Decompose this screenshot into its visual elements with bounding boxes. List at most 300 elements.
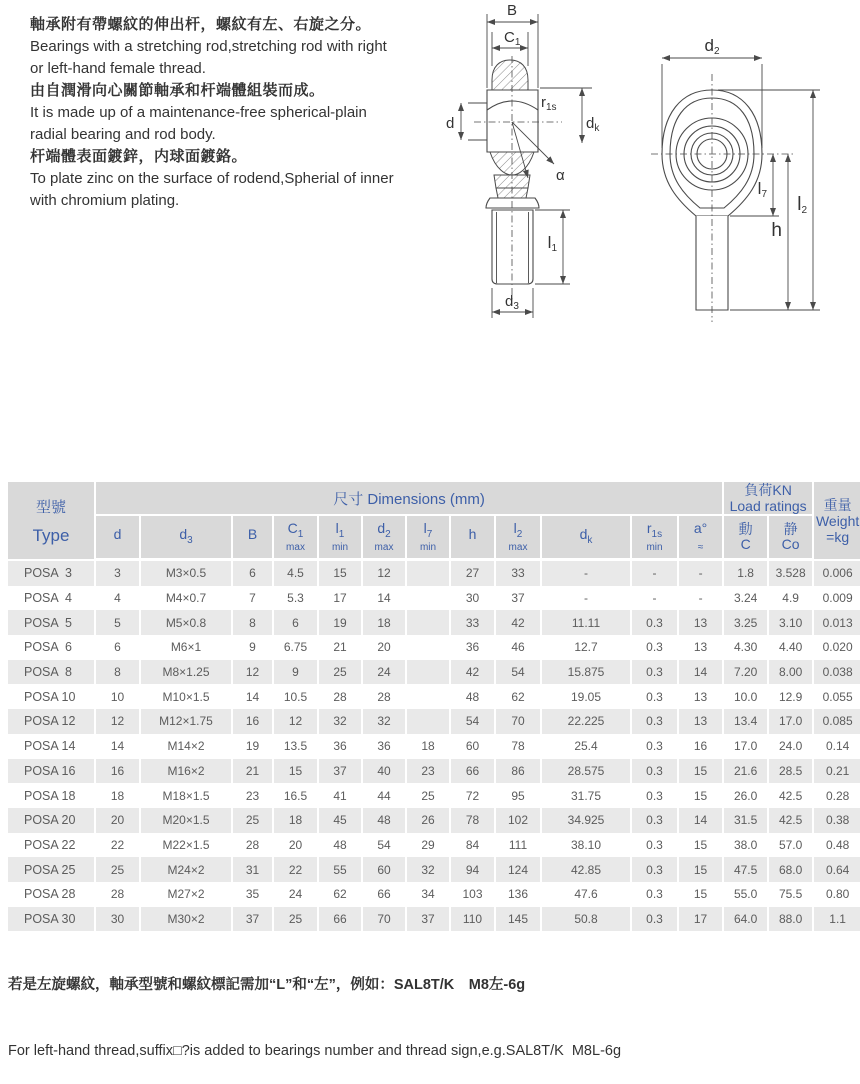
model-cell: POSA 22	[8, 833, 96, 858]
value-cell: 6	[96, 635, 141, 660]
value-cell: 0.14	[825, 739, 850, 754]
value-cell: 23	[407, 759, 451, 784]
value-cell: 17.0	[769, 709, 814, 734]
value-cell: M12×1.75	[141, 709, 233, 734]
value-cell: -	[632, 561, 679, 586]
intro-line: To plate zinc on the surface of rodend,Spherial of inner	[30, 170, 394, 187]
value-cell: 28.5	[769, 759, 814, 784]
value-cell: -	[542, 561, 632, 586]
value-cell: 3.24	[724, 586, 769, 611]
value-cell: 64.0	[724, 907, 769, 932]
value-cell: 6.75	[274, 635, 319, 660]
value-cell: 62	[496, 684, 542, 709]
value-cell: 88.0	[769, 907, 814, 932]
model-cell: POSA 5	[8, 610, 96, 635]
intro-text	[30, 14, 446, 212]
value-cell: 0.3	[632, 709, 679, 734]
model-cell: POSA 25	[8, 857, 96, 882]
value-cell: 0.3	[632, 759, 679, 784]
value-cell: 26.0	[724, 783, 769, 808]
value-cell: 35	[233, 882, 274, 907]
value-cell: 10.0	[724, 684, 769, 709]
intro-line: 由自潤滑向心關節軸承和杆端體組裝而成。	[30, 82, 325, 99]
value-cell: 110	[451, 907, 496, 932]
value-cell: 95	[496, 783, 542, 808]
model-cell: POSA 14	[8, 734, 96, 759]
col-header-dk: $d_k$	[542, 516, 632, 561]
model-cell: POSA 30	[8, 907, 96, 932]
value-cell: 12	[274, 709, 319, 734]
value-cell: 8	[233, 610, 274, 635]
col-header-d3: $d_3$	[141, 516, 233, 561]
value-cell: 41	[319, 783, 363, 808]
intro-line: with chromium plating.	[30, 192, 180, 209]
col-header-h: h	[451, 516, 496, 561]
col-group-load-ratings: 負荷KN Load ratings	[724, 482, 814, 516]
value-cell: 12	[363, 561, 407, 586]
value-cell: 4	[96, 586, 141, 611]
intro-line: radial bearing and rod body.	[30, 126, 216, 143]
value-cell: 34	[407, 882, 451, 907]
value-cell: 20	[274, 833, 319, 858]
value-cell: 31	[233, 857, 274, 882]
intro-line: It is made up of a maintenance-free spherical-plain	[30, 104, 367, 121]
value-cell: 0.013	[822, 615, 853, 630]
value-cell: 94	[451, 857, 496, 882]
model-cell: POSA 12	[8, 709, 96, 734]
value-cell: 50.8	[542, 907, 632, 932]
value-cell: 0.64	[825, 862, 850, 877]
value-cell: 15	[679, 759, 724, 784]
value-cell: 0.3	[632, 882, 679, 907]
value-cell: 54	[496, 660, 542, 685]
value-cell: M18×1.5	[141, 783, 233, 808]
value-cell: 3.25	[724, 610, 769, 635]
value-cell: 25	[96, 857, 141, 882]
value-cell: 6	[274, 610, 319, 635]
value-cell: 15	[679, 783, 724, 808]
value-cell: 15	[679, 882, 724, 907]
footnote-cn: 若是左旋螺紋，軸承型號和螺紋標記需加“L”和“左”，例如：SAL8T/K M8左-6g	[8, 977, 526, 993]
value-cell: 12.7	[542, 635, 632, 660]
value-cell: 14	[233, 684, 274, 709]
value-cell: 32	[319, 709, 363, 734]
value-cell: 5	[96, 610, 141, 635]
value-cell: 28	[233, 833, 274, 858]
value-cell: 17	[319, 586, 363, 611]
value-cell: 15.875	[542, 660, 632, 685]
value-cell: M27×2	[141, 882, 233, 907]
value-cell: 48	[451, 684, 496, 709]
value-cell: 22.225	[542, 709, 632, 734]
value-cell: 124	[496, 857, 542, 882]
value-cell: 30	[451, 586, 496, 611]
col-header-d2: $d_2$ max	[363, 516, 407, 561]
table-row	[8, 635, 860, 660]
value-cell: 18	[274, 808, 319, 833]
value-cell: 36	[319, 734, 363, 759]
value-cell: 13	[679, 684, 724, 709]
value-cell: 0.009	[822, 591, 853, 606]
value-cell: 17	[679, 907, 724, 932]
value-cell: 16	[96, 759, 141, 784]
value-cell: 0.038	[822, 665, 853, 680]
value-cell: 40	[363, 759, 407, 784]
table-row	[8, 561, 860, 586]
table-body	[8, 561, 860, 931]
col-header-d: d	[96, 516, 141, 561]
value-cell: 9	[274, 660, 319, 685]
value-cell: 31.75	[542, 783, 632, 808]
dim-label-dk: $d_k$	[586, 115, 600, 134]
value-cell: 5.3	[274, 586, 319, 611]
value-cell: 32	[363, 709, 407, 734]
value-cell: M14×2	[141, 734, 233, 759]
value-cell: 4.5	[274, 561, 319, 586]
value-cell: 7.20	[724, 660, 769, 685]
value-cell: 54	[451, 709, 496, 734]
value-cell: 6	[233, 561, 274, 586]
table-row	[8, 857, 860, 882]
value-cell: 30	[96, 907, 141, 932]
dim-label-B: B	[506, 2, 518, 19]
value-cell: 16	[233, 709, 274, 734]
value-cell: 4.9	[769, 586, 814, 611]
value-cell: 103	[451, 882, 496, 907]
value-cell: 28	[363, 684, 407, 709]
value-cell: 25	[407, 783, 451, 808]
value-cell: M24×2	[141, 857, 233, 882]
value-cell: 10	[96, 684, 141, 709]
value-cell: 4.40	[769, 635, 814, 660]
col-group-dimensions: 尺寸 Dimensions (mm)	[96, 482, 724, 516]
value-cell: 34.925	[542, 808, 632, 833]
table-row	[8, 709, 860, 734]
value-cell: M10×1.5	[141, 684, 233, 709]
col-header-C1: $C_1$ max	[274, 516, 319, 561]
value-cell	[407, 635, 451, 660]
value-cell: 15	[274, 759, 319, 784]
table-row	[8, 907, 860, 932]
value-cell: 31.5	[724, 808, 769, 833]
value-cell: 0.020	[822, 640, 853, 655]
value-cell: 12.9	[769, 684, 814, 709]
value-cell: 9	[233, 635, 274, 660]
value-cell: 19	[319, 610, 363, 635]
dim-label-d: d	[446, 115, 455, 132]
value-cell: 0.006	[822, 566, 853, 581]
value-cell: 66	[451, 759, 496, 784]
value-cell	[407, 660, 451, 685]
value-cell: 22	[274, 857, 319, 882]
value-cell: 0.3	[632, 734, 679, 759]
value-cell: M6×1	[141, 635, 233, 660]
intro-line: 軸承附有帶螺紋的伸出杆，螺紋有左、右旋之分。	[30, 16, 372, 33]
value-cell: M16×2	[141, 759, 233, 784]
value-cell: 0.3	[632, 808, 679, 833]
value-cell: 19	[233, 734, 274, 759]
table-row	[8, 808, 860, 833]
model-cell: POSA 20	[8, 808, 96, 833]
value-cell: 18	[407, 734, 451, 759]
model-cell: POSA 28	[8, 882, 96, 907]
value-cell	[407, 586, 451, 611]
value-cell: 13	[679, 635, 724, 660]
value-cell: 38.10	[542, 833, 632, 858]
value-cell: 3.528	[769, 561, 814, 586]
value-cell: 57.0	[769, 833, 814, 858]
value-cell: 70	[496, 709, 542, 734]
value-cell	[407, 561, 451, 586]
value-cell: M4×0.7	[141, 586, 233, 611]
value-cell: 37	[319, 759, 363, 784]
value-cell: 0.3	[632, 660, 679, 685]
value-cell: 0.3	[632, 635, 679, 660]
value-cell: 4.30	[724, 635, 769, 660]
value-cell: 11.11	[542, 610, 632, 635]
dim-label-l2: l2	[797, 194, 807, 216]
model-cell: POSA 6	[8, 635, 96, 660]
value-cell: 47.6	[542, 882, 632, 907]
value-cell: 0.28	[825, 788, 850, 803]
value-cell: -	[679, 586, 724, 611]
dim-label-d2: d2	[704, 36, 720, 57]
value-cell: 38.0	[724, 833, 769, 858]
value-cell: 37	[233, 907, 274, 932]
value-cell: 25	[233, 808, 274, 833]
value-cell: 42	[451, 660, 496, 685]
model-cell: POSA 8	[8, 660, 96, 685]
value-cell: 20	[96, 808, 141, 833]
value-cell: 84	[451, 833, 496, 858]
value-cell: 7	[233, 586, 274, 611]
dim-label-d3: $d_3$	[505, 293, 519, 312]
value-cell: 54	[363, 833, 407, 858]
value-cell: 75.5	[769, 882, 814, 907]
value-cell: 55	[319, 857, 363, 882]
value-cell: M5×0.8	[141, 610, 233, 635]
value-cell: 24	[274, 882, 319, 907]
dim-label-C1: $C_1$	[504, 29, 521, 48]
value-cell: 27	[451, 561, 496, 586]
value-cell: M3×0.5	[141, 561, 233, 586]
value-cell: 0.085	[822, 714, 853, 729]
col-header-B: B	[233, 516, 274, 561]
value-cell: 70	[363, 907, 407, 932]
value-cell: 14	[363, 586, 407, 611]
model-cell: POSA 4	[8, 586, 96, 611]
value-cell: 28.575	[542, 759, 632, 784]
value-cell: -	[542, 586, 632, 611]
value-cell: 0.3	[632, 783, 679, 808]
value-cell: 28	[319, 684, 363, 709]
value-cell: 19.05	[542, 684, 632, 709]
value-cell: 68.0	[769, 857, 814, 882]
model-cell: POSA 10	[8, 684, 96, 709]
col-header-l2: $l_2$ max	[496, 516, 542, 561]
value-cell: 46	[496, 635, 542, 660]
dim-label-l7: l7	[757, 179, 767, 200]
value-cell: 13	[679, 709, 724, 734]
value-cell: 0.48	[825, 837, 850, 852]
dim-label-l1: l1	[547, 233, 557, 254]
section-view-diagram	[430, 0, 610, 332]
value-cell: 26	[407, 808, 451, 833]
value-cell: 13	[679, 610, 724, 635]
table-row	[8, 660, 860, 685]
value-cell: 14	[679, 808, 724, 833]
footnotes	[8, 930, 621, 1084]
value-cell: 86	[496, 759, 542, 784]
value-cell: 14	[96, 734, 141, 759]
col-header-r1s: $r_{1s}$ min	[632, 516, 679, 561]
value-cell: 0.3	[632, 857, 679, 882]
value-cell: 3.10	[769, 610, 814, 635]
col-header-type: 型號 Type	[8, 482, 96, 561]
intro-line: Bearings with a stretching rod,stretching rod with right	[30, 38, 387, 55]
value-cell: 15	[319, 561, 363, 586]
table-row	[8, 783, 860, 808]
value-cell: 28	[96, 882, 141, 907]
value-cell: 8	[96, 660, 141, 685]
value-cell: 16	[679, 734, 724, 759]
model-cell: POSA 18	[8, 783, 96, 808]
value-cell: 3	[96, 561, 141, 586]
value-cell: 0.3	[632, 610, 679, 635]
value-cell: -	[632, 586, 679, 611]
col-header-weight: 重量 Weight =kg	[814, 482, 860, 561]
value-cell: 25.4	[542, 734, 632, 759]
value-cell: 16.5	[274, 783, 319, 808]
value-cell: 22	[96, 833, 141, 858]
value-cell: M8×1.25	[141, 660, 233, 685]
value-cell: 15	[679, 833, 724, 858]
table-row	[8, 833, 860, 858]
value-cell: 18	[96, 783, 141, 808]
model-cell: POSA 3	[8, 561, 96, 586]
value-cell: 17.0	[724, 734, 769, 759]
value-cell: 37	[496, 586, 542, 611]
value-cell: 14	[679, 660, 724, 685]
value-cell: 37	[407, 907, 451, 932]
col-header-a: a° ≈	[679, 516, 724, 561]
value-cell: 0.21	[825, 763, 850, 778]
table-row	[8, 882, 860, 907]
value-cell: 42.5	[769, 783, 814, 808]
col-header-dynamic-C: 動 C	[724, 516, 769, 561]
value-cell: 111	[496, 833, 542, 858]
value-cell	[407, 709, 451, 734]
value-cell: 8.00	[769, 660, 814, 685]
value-cell: 13.4	[724, 709, 769, 734]
value-cell: M22×1.5	[141, 833, 233, 858]
value-cell: 20	[363, 635, 407, 660]
value-cell: 66	[363, 882, 407, 907]
value-cell: 102	[496, 808, 542, 833]
value-cell: 145	[496, 907, 542, 932]
table-row	[8, 684, 860, 709]
value-cell: 0.055	[822, 689, 853, 704]
value-cell: 66	[319, 907, 363, 932]
value-cell: 12	[233, 660, 274, 685]
value-cell: 24	[363, 660, 407, 685]
value-cell: 0.3	[632, 833, 679, 858]
table-row	[8, 759, 860, 784]
value-cell: 13.5	[274, 734, 319, 759]
dim-label-h: h	[771, 220, 782, 241]
dim-label-alpha: α	[556, 167, 565, 184]
value-cell: 47.5	[724, 857, 769, 882]
value-cell: M20×1.5	[141, 808, 233, 833]
value-cell: 1.1	[829, 911, 846, 926]
value-cell: 10.5	[274, 684, 319, 709]
intro-line: or left-hand female thread.	[30, 60, 206, 77]
value-cell: 60	[363, 857, 407, 882]
dimensions-table	[8, 482, 860, 931]
value-cell: 21.6	[724, 759, 769, 784]
value-cell: 45	[319, 808, 363, 833]
table-row	[8, 610, 860, 635]
col-header-l1: $l_1$ min	[319, 516, 363, 561]
value-cell: 36	[451, 635, 496, 660]
value-cell: 62	[319, 882, 363, 907]
value-cell: 12	[96, 709, 141, 734]
value-cell: 60	[451, 734, 496, 759]
value-cell: 21	[319, 635, 363, 660]
value-cell: 25	[274, 907, 319, 932]
footnote-en: For left-hand thread,suffix□?is added to bearings number and thread sign,e.g.SAL8T/K M8L-6g	[8, 1043, 622, 1059]
value-cell: 32	[407, 857, 451, 882]
value-cell: 42.5	[769, 808, 814, 833]
model-cell: POSA 16	[8, 759, 96, 784]
value-cell: 21	[233, 759, 274, 784]
value-cell: 0.3	[632, 684, 679, 709]
value-cell: 1.8	[724, 561, 769, 586]
value-cell: 48	[363, 808, 407, 833]
col-header-static-Co: 静 Co	[769, 516, 814, 561]
front-view-diagram	[635, 14, 860, 332]
value-cell: 42	[496, 610, 542, 635]
value-cell: 42.85	[542, 857, 632, 882]
value-cell: 0.38	[825, 813, 850, 828]
table-row	[8, 586, 860, 611]
value-cell: 33	[496, 561, 542, 586]
value-cell: 36	[363, 734, 407, 759]
value-cell: 24.0	[769, 734, 814, 759]
value-cell: M30×2	[141, 907, 233, 932]
value-cell: 72	[451, 783, 496, 808]
value-cell	[407, 684, 451, 709]
value-cell: -	[679, 561, 724, 586]
value-cell: 15	[679, 857, 724, 882]
dim-label-r1s: $r_{1s}$	[541, 94, 557, 113]
value-cell: 29	[407, 833, 451, 858]
intro-line: 杆端體表面鍍鋅，内球面鍍鉻。	[30, 148, 248, 165]
table-row	[8, 734, 860, 759]
value-cell: 23	[233, 783, 274, 808]
value-cell: 25	[319, 660, 363, 685]
value-cell	[407, 610, 451, 635]
value-cell: 136	[496, 882, 542, 907]
value-cell: 33	[451, 610, 496, 635]
value-cell: 0.3	[632, 907, 679, 932]
value-cell: 44	[363, 783, 407, 808]
value-cell: 18	[363, 610, 407, 635]
col-header-l7: $l_7$ min	[407, 516, 451, 561]
value-cell: 55.0	[724, 882, 769, 907]
value-cell: 48	[319, 833, 363, 858]
value-cell: 78	[451, 808, 496, 833]
